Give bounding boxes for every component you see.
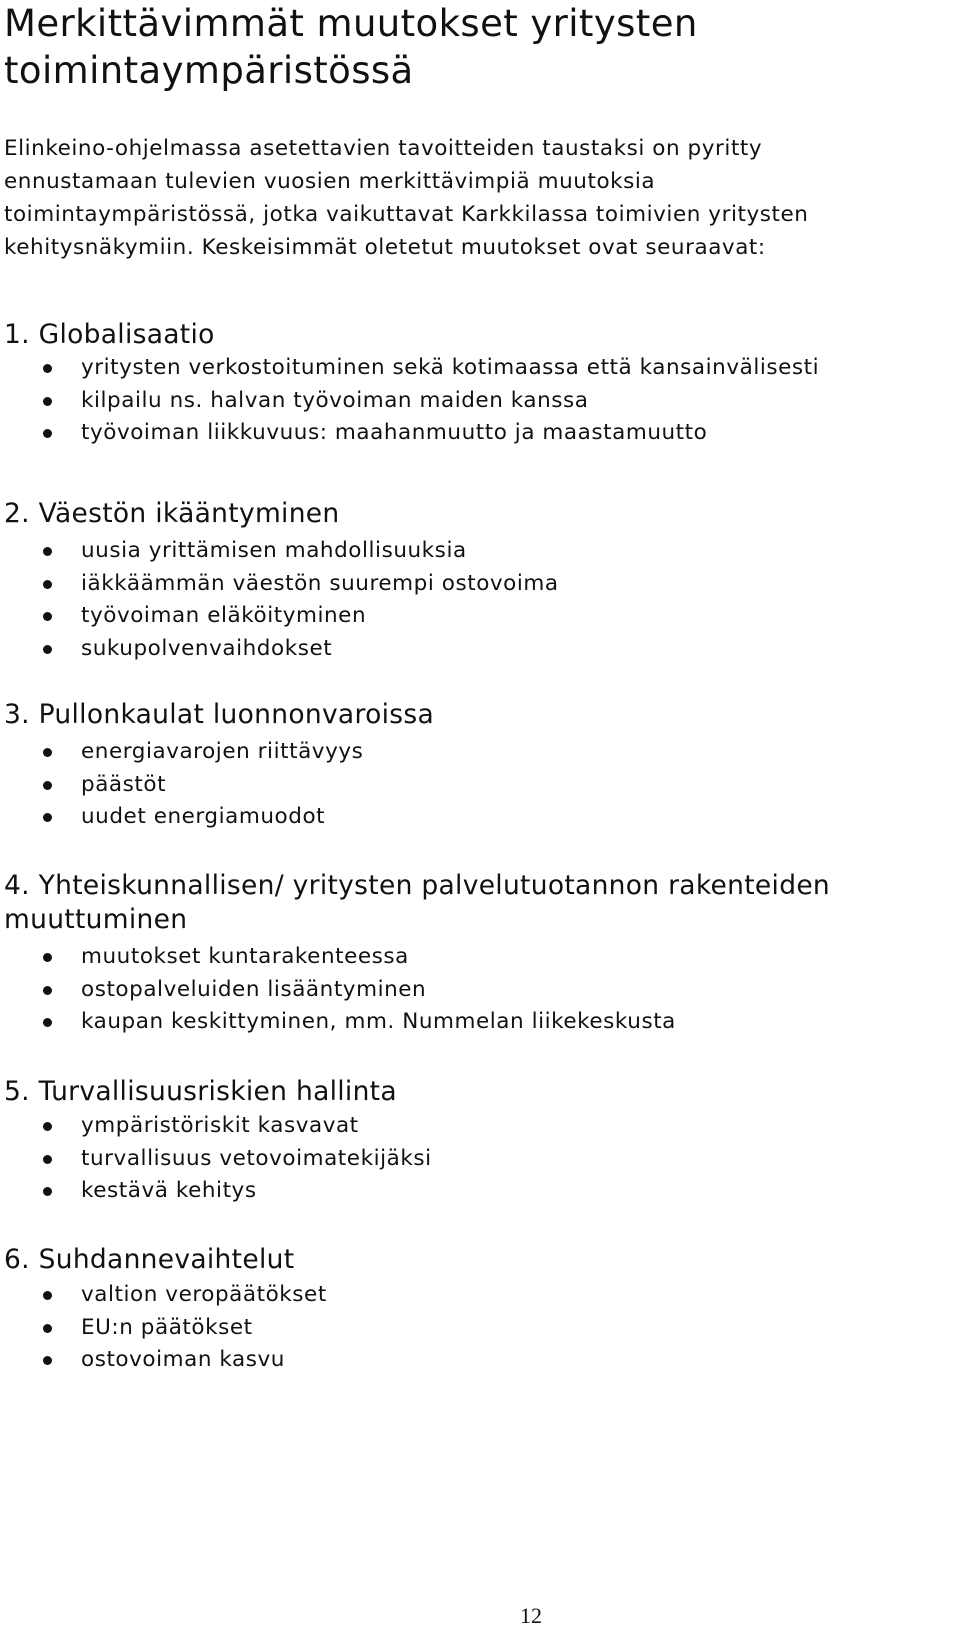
intro-paragraph: Elinkeino-ohjelmassa asetettavien tavoitteiden taustaksi on pyritty ennustamaan tulevien vuosien merkittävimpiä muutoksia toimintaympäristössä, jotka vaikuttavat Karkkilassa toimivien yritysten kehitysnäkymiin. Keskeisimmät oletetut muutokset ovat seuraavat: <box>4 136 809 260</box>
bullet-icon <box>43 748 52 757</box>
page-number: 12 <box>520 1603 542 1628</box>
bullet-icon <box>43 781 52 790</box>
bullet-icon <box>43 1155 52 1164</box>
bullet-icon <box>43 364 52 373</box>
section-heading-suhdannevaihtelut: 6. Suhdannevaihtelut <box>4 1244 295 1275</box>
bullet-icon <box>43 813 52 822</box>
bullet-icon <box>43 645 52 654</box>
bullet-icon <box>43 1291 52 1300</box>
section-heading-palvelutuotanto: 4. Yhteiskunnallisen/ yritysten palvelutuotannon rakenteiden muuttuminen <box>4 870 831 935</box>
document-page: Merkittävimmät muutokset yritysten toimintaympäristössä Elinkeino-ohjelmassa asetettavien tavoitteiden taustaksi on pyritty ennustamaan tulevien vuosien merkittävimpiä muutoksia toimintaympäristössä, jotka vaikuttavat Karkkilassa toimivien yritysten kehitysnäkymiin. Keskeisimmät oletetut muutokset ovat seuraavat: 1. Globalisaatio yritysten verkostoituminen sekä kotimaassa että kansainvälisesti kilpailu ns. halvan työvoiman maiden kanssa työvoiman liikkuvuus: maahanmuutto ja maastamuutto 2. Väestön ikääntyminen uusia yrittämisen mahdollisuuksia iäkkäämmän väestön suurempi ostovoima työvoiman eläköityminen sukupolvenvaihdokset 3. Pullonkaulat luonnonvaroissa energiavarojen riittävyys päästöt uudet energiamuodot 4. Yhteiskunnallisen/ yritysten palvelutuotannon rakenteiden muuttuminen muutokset kuntarakenteessa ostopalveluiden lisääntyminen kaupan keskittyminen, mm. Nummelan liikekeskusta 5. Turvallisuusriskien hallinta ympäristöriskit kasvavat turvallisuus vetovoimatekijäksi kestävä kehitys 6. Suhdannevaihtelut valtion veropäätökset EU:n päätökset ostovoiman kasvu 12 <box>0 0 960 1629</box>
bullet-icon <box>43 429 52 438</box>
bullet-icon <box>43 1018 52 1027</box>
bullet-icon <box>43 547 52 556</box>
bullet-icon <box>43 1356 52 1365</box>
document-title: Merkittävimmät muutokset yritysten toimintaympäristössä <box>4 2 698 92</box>
bullet-icon <box>43 953 52 962</box>
section-heading-vaeston-ikaantyminen: 2. Väestön ikääntyminen <box>4 498 340 529</box>
section-heading-pullonkaulat: 3. Pullonkaulat luonnonvaroissa <box>4 699 435 730</box>
section-heading-turvallisuusriskit: 5. Turvallisuusriskien hallinta <box>4 1076 397 1107</box>
section-heading-globalisaatio: 1. Globalisaatio <box>4 319 215 350</box>
bullet-icon <box>43 986 52 995</box>
bullet-icon <box>43 1122 52 1131</box>
bullet-icon <box>43 580 52 589</box>
bullet-icon <box>43 612 52 621</box>
bullet-icon <box>43 397 52 406</box>
bullet-icon <box>43 1187 52 1196</box>
bullet-icon <box>43 1324 52 1333</box>
